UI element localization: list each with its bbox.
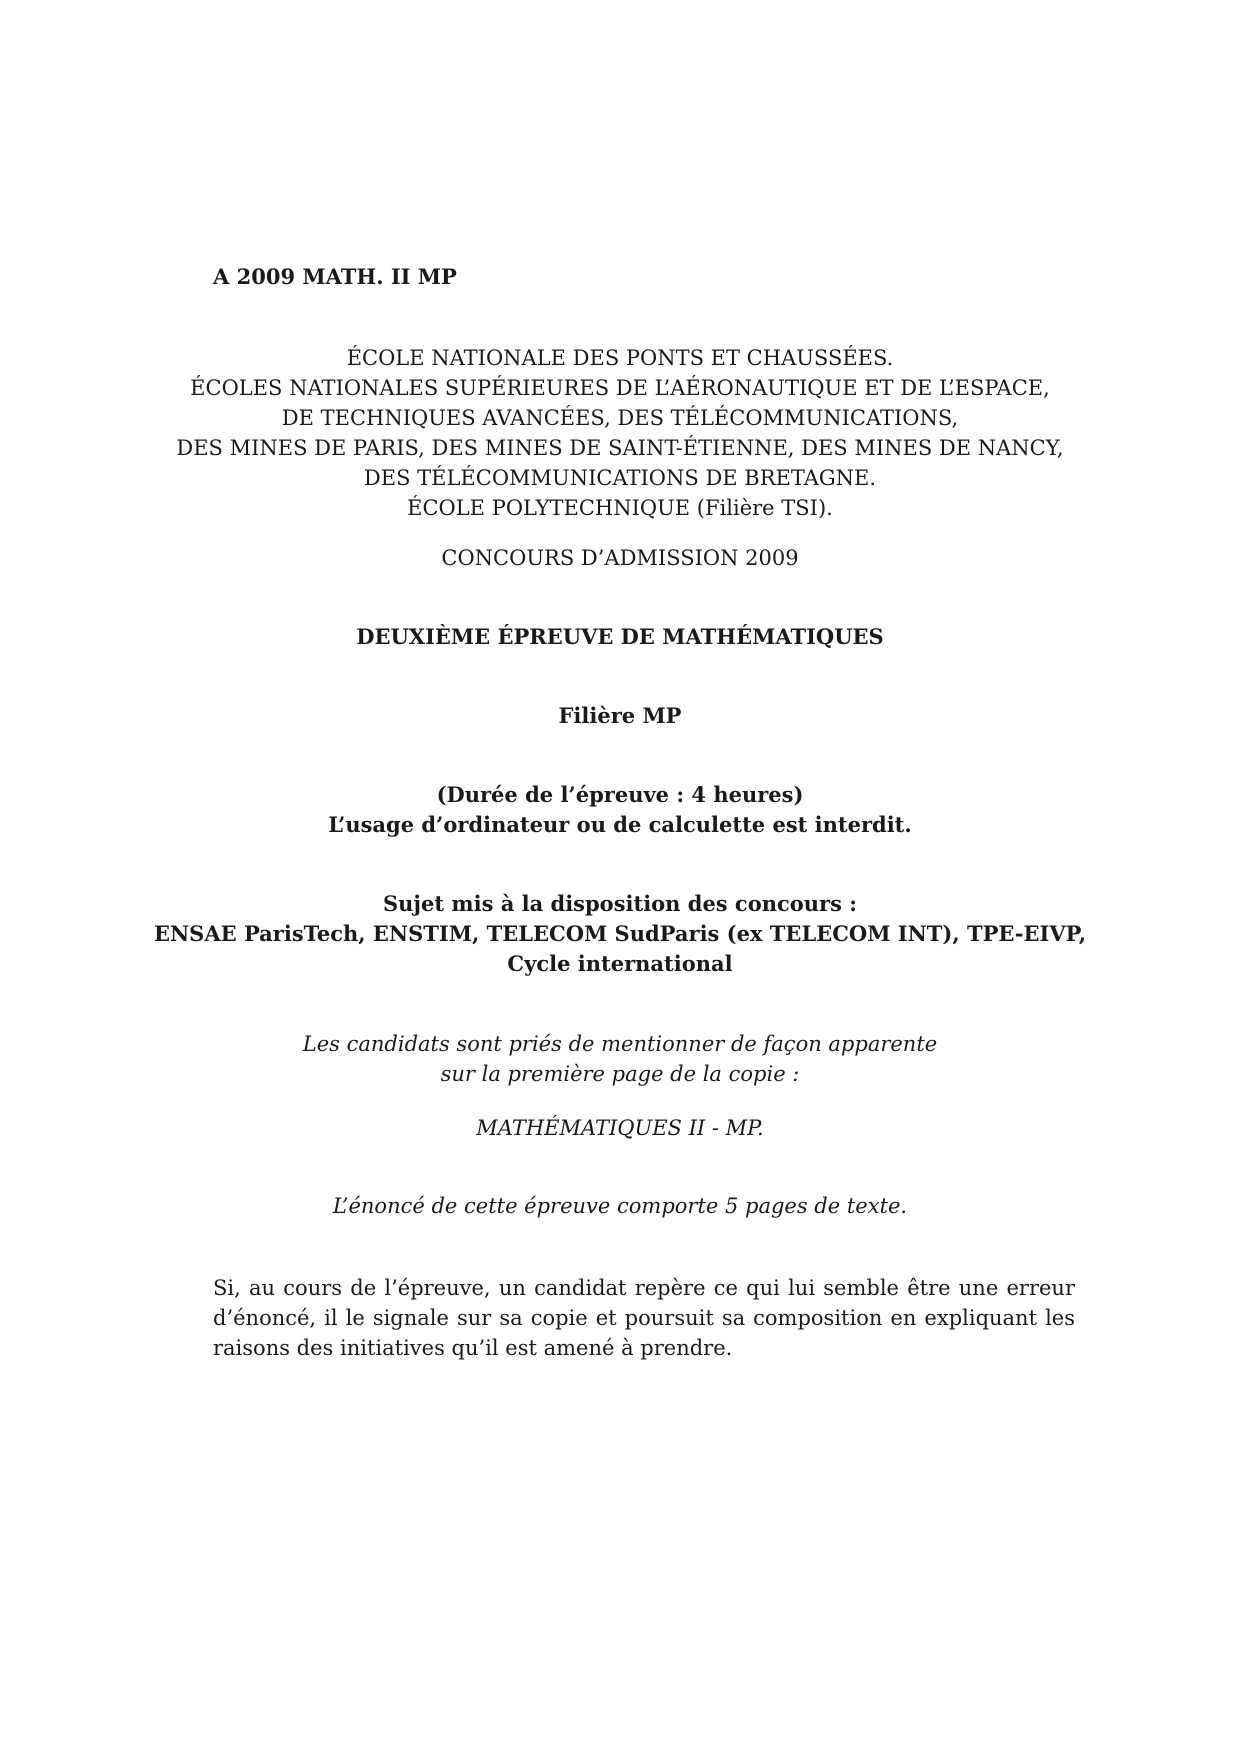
sujet-line-1: Sujet mis à la disposition des concours : xyxy=(382,891,858,916)
filiere: Filière MP xyxy=(558,703,682,728)
epreuve-title: DEUXIÈME ÉPREUVE DE MATHÉMATIQUES xyxy=(356,624,884,649)
sujet-line-2: ENSAE ParisTech, ENSTIM, TELECOM SudParis (ex TELECOM INT), TPE-EIVP, xyxy=(153,921,1087,946)
school-line-6: ÉCOLE POLYTECHNIQUE (Filière TSI). xyxy=(407,496,833,520)
error-paragraph: Si, au cours de l’épreuve, un candidat repère ce qui lui semble être une erreur d’énoncé, il le signale sur sa copie et poursuit sa composition en expliquant les raisons des initiatives qu’il est amené à prendre. xyxy=(213,1276,1075,1360)
school-line-4: DES MINES DE PARIS, DES MINES DE SAINT-ÉTIENNE, DES MINES DE NANCY, xyxy=(176,436,1064,460)
school-line-3: DE TECHNIQUES AVANCÉES, DES TÉLÉCOMMUNICATIONS, xyxy=(281,406,959,430)
instructions-line-1: Les candidats sont priés de mentionner de façon apparente xyxy=(302,1032,938,1056)
school-line-5: DES TÉLÉCOMMUNICATIONS DE BRETAGNE. xyxy=(363,466,877,490)
concours-title: CONCOURS D’ADMISSION 2009 xyxy=(441,546,799,570)
copy-label: MATHÉMATIQUES II - MP. xyxy=(476,1116,764,1140)
duration: (Durée de l’épreuve : 4 heures) xyxy=(436,782,804,807)
calculator-rule: L’usage d’ordinateur ou de calculette est interdit. xyxy=(328,812,912,837)
exam-code: A 2009 MATH. II MP xyxy=(213,264,457,289)
pages-note: L’énoncé de cette épreuve comporte 5 pages de texte. xyxy=(332,1194,908,1218)
sujet-line-3: Cycle international xyxy=(507,951,733,976)
school-line-1: ÉCOLE NATIONALE DES PONTS ET CHAUSSÉES. xyxy=(346,346,894,370)
school-line-2: ÉCOLES NATIONALES SUPÉRIEURES DE L’AÉRONAUTIQUE ET DE L’ESPACE, xyxy=(190,376,1050,400)
instructions-line-2: sur la première page de la copie : xyxy=(440,1062,800,1086)
